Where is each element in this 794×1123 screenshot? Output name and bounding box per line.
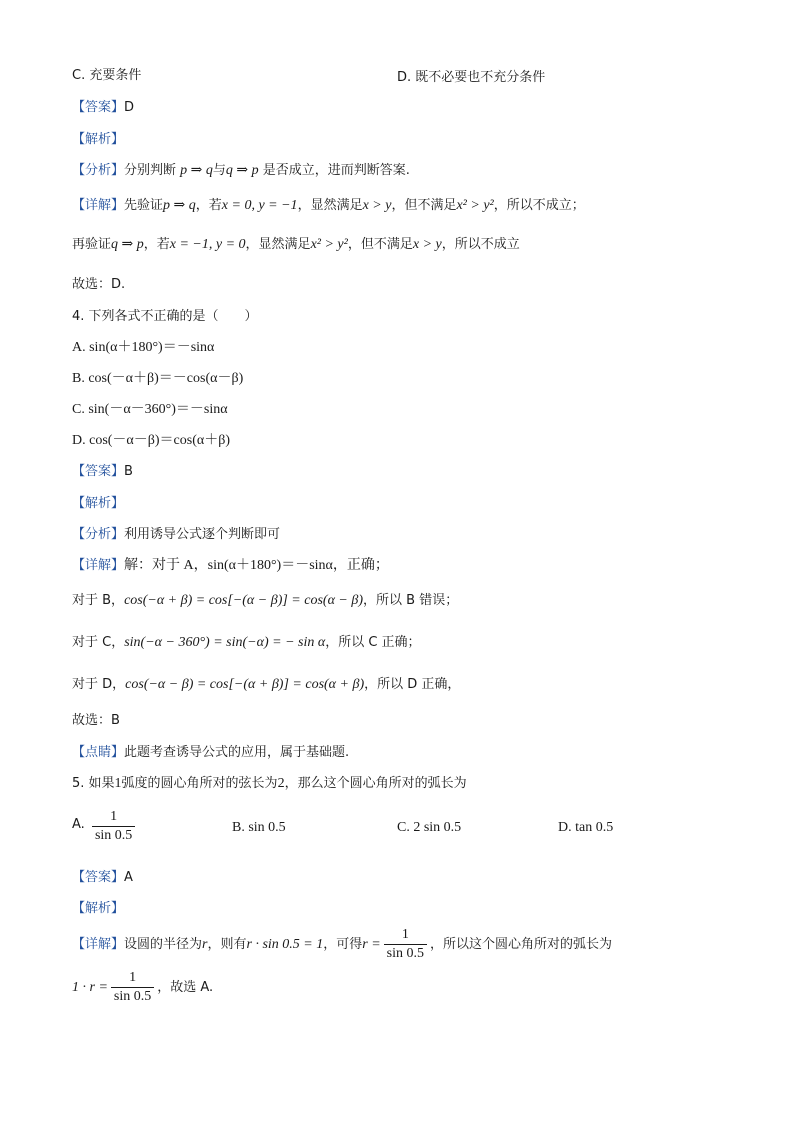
q3-analysis-heading: 【解析】 [72, 132, 125, 147]
q5-detail-fraction: $\frac{1}{\sin 0.5}$ [384, 926, 427, 963]
q4-analysis-heading: 【解析】 [72, 496, 125, 511]
q4-option-b: B. cos(－α＋β)＝－cos(α－β) [72, 371, 244, 386]
q4-title: 4. 下列各式不正确的是（ ） [72, 309, 258, 324]
q4-choose: 故选：B [72, 713, 120, 728]
q4-detail-b: 对于 B，cos(−α + β) = cos[−(α − β)] = cos(α − β)，所以 B 错误； [72, 593, 459, 608]
q5-continued-fraction: $\frac{1}{\sin 0.5}$ [111, 969, 154, 1006]
q5-option-c: C. 2 sin 0.5 [397, 820, 462, 835]
q5-title: 5. 如果1弧度的圆心角所对的弦长为2，那么这个圆心角所对的弧长为 [72, 776, 467, 791]
q3-detail-1: 【详解】先验证p ⇒ q，若x = 0, y = −1，显然满足x > y，但不满足x² > y²，所以不成立； [72, 198, 585, 213]
q5-option-a: A. $\frac{1}{\sin 0.5}$ [72, 808, 138, 845]
q3-option-c: C. 充要条件 [72, 68, 142, 83]
q3-fenxi: 【分析】分别判断 p ⇒ q与q ⇒ p 是否成立，进而判断答案. [72, 163, 410, 178]
q4-detail-d: 对于 D，cos(−α − β) = cos[−(α + β)] = cos(α + β)，所以 D 正确， [72, 677, 461, 692]
q4-answer: 【答案】B [72, 464, 133, 479]
q3-answer: 【答案】D [72, 100, 135, 115]
q4-detail-c: 对于 C，sin(−α − 360°) = sin(−α) = − sin α，所以 C 正确； [72, 635, 421, 650]
q5-detail-continued: 1 · r = $\frac{1}{\sin 0.5}$ ，故选 A. [72, 970, 214, 1004]
q5-option-a-fraction: $\frac{1}{\sin 0.5}$ [92, 808, 135, 845]
q3-choose: 故选：D. [72, 277, 126, 292]
q4-option-d: D. cos(－α－β)＝cos(α＋β) [72, 433, 230, 448]
q4-fenxi: 【分析】利用诱导公式逐个判断即可 [72, 527, 281, 542]
q4-comment: 【点睛】此题考查诱导公式的应用，属于基础题. [72, 745, 350, 760]
q3-detail-2: 再验证q ⇒ p，若x = −1, y = 0，显然满足x² > y²，但不满足x > y，所以不成立 [72, 237, 520, 252]
q4-option-c: C. sin(－α－360°)＝－sinα [72, 402, 228, 417]
q3-option-d: D. 既不必要也不充分条件 [397, 70, 546, 85]
q4-option-a: A. sin(α＋180°)＝－sinα [72, 340, 215, 355]
q5-answer: 【答案】A [72, 870, 133, 885]
q5-option-d: D. tan 0.5 [558, 820, 614, 835]
q5-option-b: B. sin 0.5 [232, 820, 286, 835]
q4-detail-a: 【详解】解：对于 A，sin(α＋180°)＝－sinα，正确； [72, 558, 389, 573]
q5-detail: 【详解】设圆的半径为r，则有r · sin 0.5 = 1，可得r = $\frac{1}{\sin 0.5}$ ，所以这个圆心角所对的弧长为 [72, 927, 613, 961]
q5-analysis-heading: 【解析】 [72, 901, 125, 916]
